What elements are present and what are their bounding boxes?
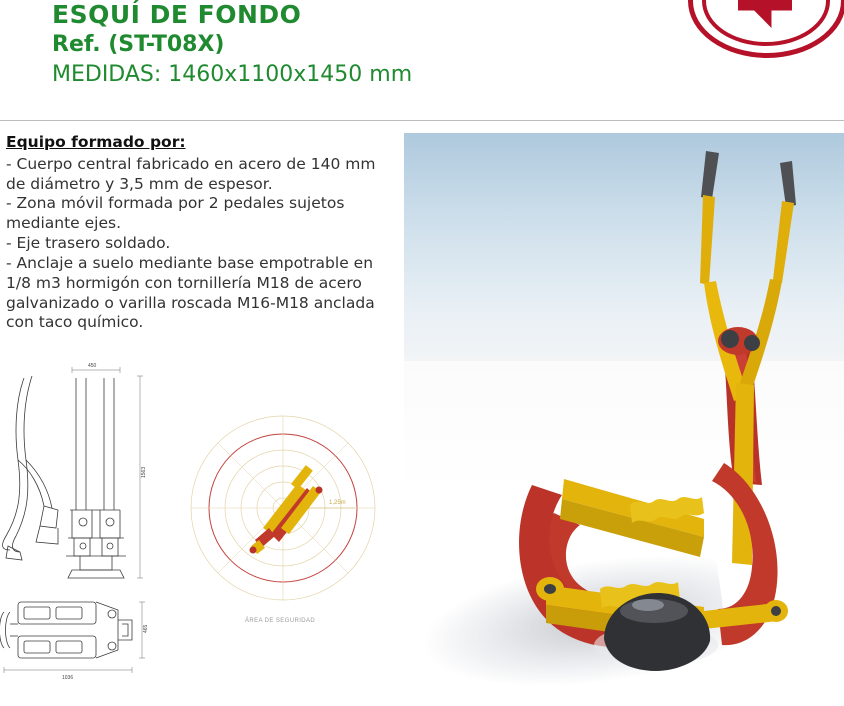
company-logo [684, 0, 844, 70]
product-measures: MEDIDAS: 1460x1100x1450 mm [52, 62, 413, 87]
description-line: - Cuerpo central fabricado en acero de 140 mm [6, 154, 376, 173]
page-header [0, 0, 844, 104]
elevation-drawing [0, 360, 160, 600]
render-equipment-vector [404, 133, 844, 688]
plan-dim-bottom: 1036 [62, 675, 74, 681]
product-reference: Ref. (ST-T08X) [52, 32, 225, 57]
elevation-dim-top: 450 [88, 363, 97, 369]
description-title: Equipo formado por: [6, 133, 186, 151]
header-divider [0, 120, 844, 121]
description-line: de diámetro y 3,5 mm de espesor. [6, 174, 273, 193]
product-render-image [404, 133, 844, 688]
page-title: ESQUÍ DE FONDO [52, 0, 302, 29]
plan-drawing [0, 590, 160, 685]
description-line: galvanizado o varilla roscada M16-M18 anclada [6, 293, 375, 312]
safety-area-label: ÁREA DE SEGURIDAD [245, 618, 316, 624]
description-line: 1/8 m3 hormigón con tornillería M18 de acero [6, 273, 362, 292]
safety-radius-label: 1,25m [329, 500, 346, 506]
description-line: - Anclaje a suelo mediante base empotrable en [6, 253, 374, 272]
safety-area-diagram [185, 400, 395, 640]
description-line: mediante ejes. [6, 214, 122, 233]
description-line: con taco químico. [6, 313, 144, 332]
plan-dim-right: 465 [143, 624, 149, 633]
description-line: - Eje trasero soldado. [6, 234, 171, 253]
description-block [6, 133, 406, 333]
elevation-dim-right: 1563 [141, 466, 147, 478]
description-line: - Zona móvil formada por 2 pedales sujetos [6, 194, 345, 213]
